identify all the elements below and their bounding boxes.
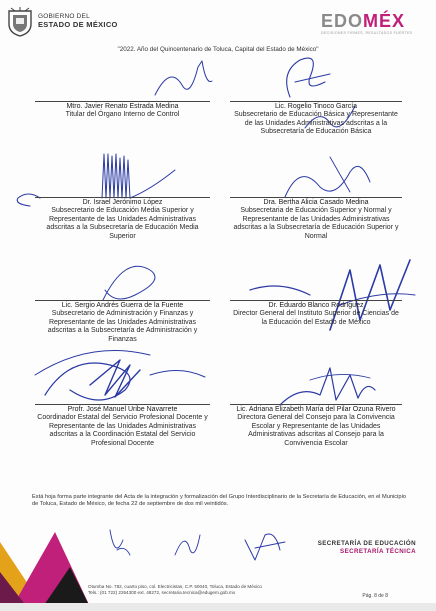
signatory-block-7 (35, 404, 210, 448)
signatory-role: Subsecretario de Educación Básica y Representante de las Unidades Administrativas adscritas a la Subsecretaría de Educación Básica (234, 111, 398, 136)
signatory-block-3 (35, 197, 210, 241)
signatory-name: Lic. Adriana Elizabeth María del Pilar Ozuna Rivero (236, 406, 396, 413)
initials-marks (105, 520, 295, 565)
signatory-name: Lic. Rogelio Tinoco García (274, 103, 358, 110)
signature-line (230, 197, 402, 198)
secretaria-block (318, 540, 416, 556)
signatory-role: Titular del Órgano Interno de Control (65, 111, 180, 119)
signature-mark-8 (30, 335, 210, 415)
decorative-triangles-icon (0, 512, 92, 611)
signature-line (230, 101, 402, 102)
secretaria-tecnica: SECRETARÍA TÉCNICA (340, 548, 416, 555)
signatory-name: Lic. Sergio Andrés Guerra de la Fuente (61, 302, 184, 309)
signature-line (35, 300, 210, 301)
signature-mark-2 (270, 52, 340, 102)
secretaria-name: SECRETARÍA DE EDUCACIÓN (317, 540, 416, 547)
signatory-name: Dra. Bertha Alicia Casado Medina (263, 199, 369, 206)
signature-line (230, 404, 402, 405)
signatory-block-1 (35, 101, 210, 120)
page-number: Pág. 8 de 8 (362, 593, 388, 599)
signatory-role: Subsecretaria de Educación Superior y Normal y Representante de las Unidades Administrativas adscritas a la Subsecretaría de Educación Superior y Normal (233, 207, 399, 240)
signatory-role: Directora General del Consejo para la Convivencia Escolar y Representante de las Unidades Administrativas adscritas al Consejo para la Convivencia Escolar (237, 414, 395, 447)
state-seal-icon (6, 7, 34, 37)
signature-line (35, 197, 210, 198)
signature-mark-5 (270, 152, 380, 202)
year-motto: "2022. Año del Quincentenario de Toluca, Capital del Estado de México" (117, 46, 319, 53)
signatory-role: Director General del Instituto Superior de Ciencias de la Educación del Estado de México (233, 310, 399, 326)
government-heading (38, 13, 118, 29)
edomex-logo (321, 11, 429, 41)
signature-mark-9 (270, 360, 380, 410)
address-block (88, 584, 262, 596)
signatory-name: Mtro. Javier Renato Estrada Medina (66, 103, 179, 110)
address-line-1: Otumba No. 782, cuarto piso, col. Electricistas, C.P. 50040, Toluca, Estado de México (88, 584, 262, 589)
address-line-2: Tels.: (01 722) 2264300 ext. 48272, secretaria.tecnica@edugem.gob.mx (88, 590, 236, 595)
signatory-role: Subsecretario de Administración y Finanzas y Representante de las Unidades Administrativas adscritas a la Subsecretaría de Administración y Finanzas (47, 310, 198, 343)
signatory-block-6 (230, 300, 402, 327)
signatory-block-5 (35, 300, 210, 344)
signatory-block-4 (230, 197, 402, 241)
signature-line (35, 101, 210, 102)
gov-line-1: GOBIERNO DEL (38, 13, 90, 20)
signatory-name: Dr. Eduardo Blanco Rodríguez (268, 302, 364, 309)
signatory-role: Subsecretario de Educación Media Superior y Representante de las Unidades Administrativas adscritas a la Subsecretaría de Educación Media Superior (46, 207, 199, 240)
brand-tagline: DECISIONES FIRMES, RESULTADOS FUERTES (321, 31, 413, 35)
brand-word-b: MÉX (363, 11, 406, 31)
bottom-bar (0, 603, 436, 611)
signatory-block-8 (230, 404, 402, 448)
gov-line-2: ESTADO DE MÉXICO (38, 20, 118, 29)
signatory-name: Profr. José Manuel Uribe Navarrete (67, 406, 178, 413)
footnote-text: Está hoja forma parte integrante del Acta de la integración y formalización del Grupo Interdisciplinario de la Secretaría de Educación, en el Municipio de Toluca, Estado de México, de fecha 22 de septiembre de dos mil veintidós. (32, 494, 407, 507)
signature-line (35, 404, 210, 405)
signatory-name: Dr. Israel Jerónimo López (82, 199, 163, 206)
signature-mark-1 (150, 55, 220, 101)
signatory-block-2 (230, 101, 402, 137)
brand-word-a: EDO (321, 11, 364, 31)
signatory-role: Coordinador Estatal del Servicio Profesional Docente y Representante de las Unidades Administrativas adscritas a la Coordinación Estatal del Servicio Profesional Docente (37, 414, 208, 447)
signature-line (230, 300, 402, 301)
